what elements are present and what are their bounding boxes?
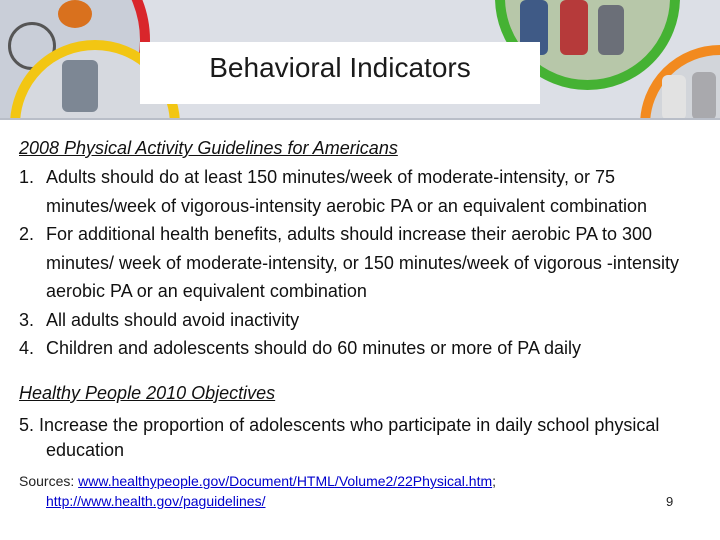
item-text: Adults should do at least 150 minutes/week of moderate-intensity, or 75 minutes/week of vigorous-intensity aerobic PA or an equivalent combination — [46, 167, 647, 216]
item-number: 1. — [19, 167, 35, 187]
list-item — [19, 163, 709, 220]
objective-item: 5. Increase the proportion of adolescents who participate in daily school physical education — [19, 415, 660, 460]
sources-label: Sources: — [19, 473, 79, 489]
runner-photo — [598, 5, 624, 55]
item-number: 2. — [19, 224, 35, 244]
source-link-paguidelines[interactable]: http://www.health.gov/paguidelines/ — [46, 493, 266, 509]
list-item — [19, 220, 709, 306]
guidelines-list — [19, 163, 709, 363]
sources-separator: ; — [492, 473, 497, 489]
runner-photo — [560, 0, 588, 55]
walker-photo — [692, 72, 716, 120]
cyclist-photo — [62, 60, 98, 112]
list-item — [19, 334, 709, 363]
item-text: All adults should avoid inactivity — [46, 309, 300, 330]
header-banner — [0, 0, 720, 120]
header-divider — [0, 118, 720, 120]
item-text: Children and adolescents should do 60 minutes or more of PA daily — [46, 338, 581, 358]
item-number: 3. — [19, 309, 35, 330]
list-item — [19, 306, 709, 335]
basketball-photo — [58, 0, 92, 28]
walker-photo — [662, 75, 686, 120]
item-text: For additional health benefits, adults should increase their aerobic PA to 300 minutes/ week of moderate-intensity, or 150 minutes/week of vigorous -intensity aerobic PA or an equivalent combination — [46, 224, 679, 301]
source-link-healthypeople[interactable]: www.healthypeople.gov/Document/HTML/Volume2/22Physical.htm — [78, 473, 493, 489]
page-number: 9 — [666, 494, 674, 509]
item-number: 4. — [19, 338, 35, 358]
sources — [19, 471, 686, 511]
objectives-heading: Healthy People 2010 Objectives — [19, 383, 276, 403]
slide-title: Behavioral Indicators — [209, 52, 471, 83]
guidelines-heading: 2008 Physical Activity Guidelines for Americans — [19, 138, 398, 158]
